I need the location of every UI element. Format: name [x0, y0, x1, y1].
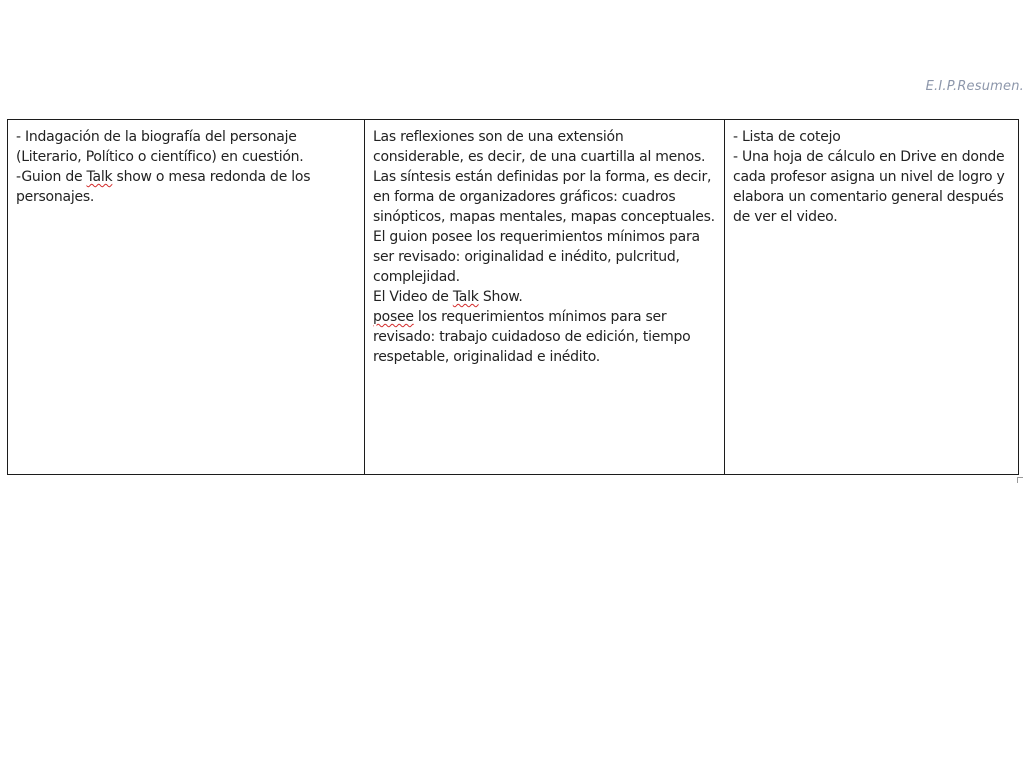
- cell-text-line: El Video de Talk Show.: [373, 289, 523, 305]
- spellcheck-word: Talk: [452, 289, 479, 305]
- cell-text-line: El guion posee los requerimientos mínimos para ser revisado: originalidad e inédito, pulcritud, complejidad.: [373, 229, 700, 285]
- page-corner-mark: [1017, 477, 1023, 483]
- table-cell-criteria: [365, 120, 725, 475]
- evaluation-table: [7, 119, 1019, 475]
- cell-text-line: Las síntesis están definidas por la forma, es decir, en forma de organizadores gráficos: cuadros sinópticos, mapas mentales, mapas conceptuales.: [373, 169, 715, 225]
- cell-text-line: - Lista de cotejo: [733, 129, 841, 145]
- cell-text-line: - Una hoja de cálculo en Drive en donde cada profesor asigna un nivel de logro y elabora un comentario general después de ver el video.: [733, 149, 1005, 225]
- cell-text-line: -Guion de Talk show o mesa redonda de los personajes.: [16, 169, 311, 205]
- cell-text-line: - Indagación de la biografía del personaje (Literario, Político o científico) en cuestión.: [16, 129, 304, 165]
- document-header: E.I.P.Resumen.: [925, 79, 1024, 94]
- table-row: [8, 120, 1019, 475]
- cell-text-line: posee los requerimientos mínimos para ser revisado: trabajo cuidadoso de edición, tiempo respetable, originalidad e inédito.: [373, 309, 691, 365]
- cell-text-line: Las reflexiones son de una extensión considerable, es decir, de una cuartilla al menos.: [373, 129, 706, 165]
- table-cell-products: [8, 120, 365, 475]
- table-cell-instruments: [725, 120, 1019, 475]
- spellcheck-word: posee: [373, 309, 414, 325]
- spellcheck-word: Talk: [86, 169, 113, 185]
